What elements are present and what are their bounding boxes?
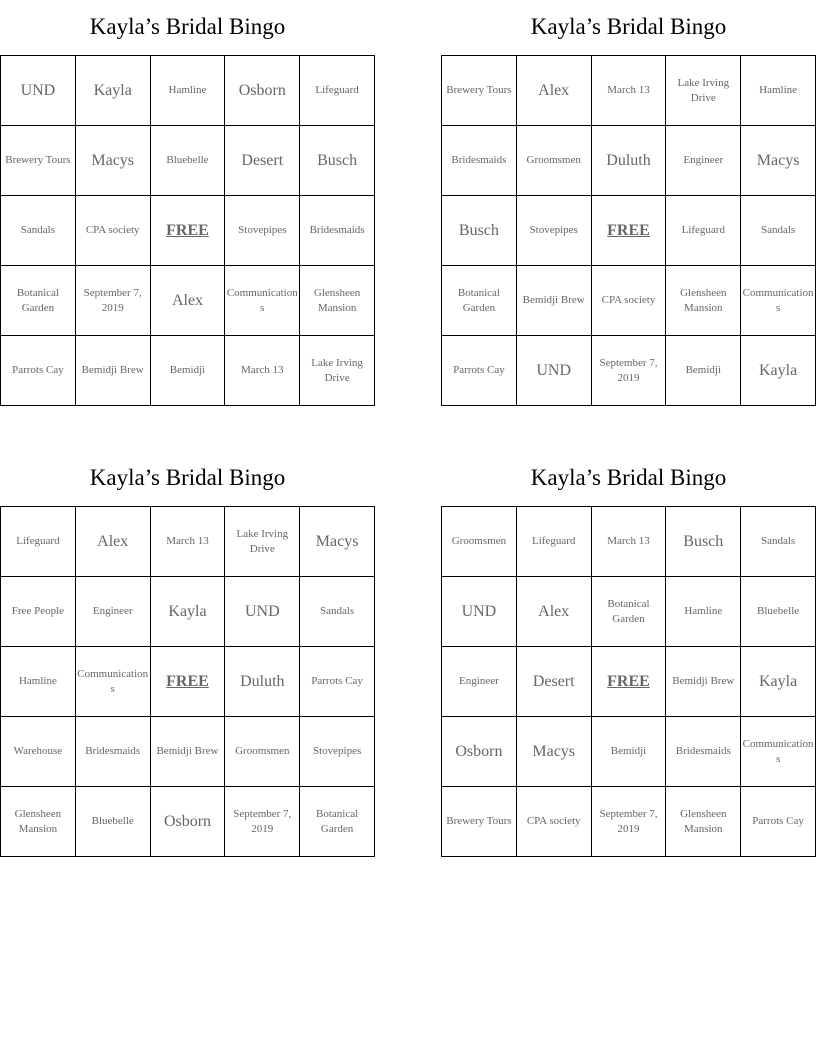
bingo-cell: Duluth xyxy=(225,647,300,717)
bingo-cell: Bemidji Brew xyxy=(76,336,151,406)
bingo-cell: Kayla xyxy=(741,647,816,717)
bingo-free-space: FREE xyxy=(151,647,226,717)
bingo-cell: March 13 xyxy=(592,56,667,126)
bingo-cell: Brewery Tours xyxy=(442,787,517,857)
bingo-cell: Alex xyxy=(517,56,592,126)
bingo-cell: Brewery Tours xyxy=(1,126,76,196)
bingo-cell: March 13 xyxy=(592,507,667,577)
bingo-cell: Busch xyxy=(442,196,517,266)
bingo-cell: Lake Irving Drive xyxy=(300,336,375,406)
bingo-free-space: FREE xyxy=(592,647,667,717)
bingo-grid xyxy=(0,506,375,857)
bingo-cell: Parrots Cay xyxy=(741,787,816,857)
bingo-cell: Botanical Garden xyxy=(1,266,76,336)
bingo-cell: September 7, 2019 xyxy=(76,266,151,336)
bingo-cell: Osborn xyxy=(225,56,300,126)
bingo-cell: Communications xyxy=(225,266,300,336)
bingo-cell: Alex xyxy=(76,507,151,577)
bingo-cell: Hamline xyxy=(741,56,816,126)
bingo-cell: Macys xyxy=(517,717,592,787)
bingo-cell: Free People xyxy=(1,577,76,647)
bingo-cell: UND xyxy=(225,577,300,647)
bingo-cell: Kayla xyxy=(151,577,226,647)
bingo-cell: Lake Irving Drive xyxy=(666,56,741,126)
bingo-cell: Bridesmaids xyxy=(300,196,375,266)
bingo-free-space: FREE xyxy=(151,196,226,266)
bingo-cell: Busch xyxy=(300,126,375,196)
bingo-cell: Sandals xyxy=(741,507,816,577)
bingo-cell: Hamline xyxy=(1,647,76,717)
bingo-cell: Botanical Garden xyxy=(442,266,517,336)
bingo-cell: Alex xyxy=(151,266,226,336)
bingo-cell: Stovepipes xyxy=(225,196,300,266)
bingo-cell: Communications xyxy=(741,717,816,787)
bingo-cell: Bemidji xyxy=(592,717,667,787)
bingo-cell: Glensheen Mansion xyxy=(666,266,741,336)
bingo-grid xyxy=(0,55,375,406)
bingo-cell: Stovepipes xyxy=(517,196,592,266)
bingo-cell: Sandals xyxy=(300,577,375,647)
card-title: Kayla’s Bridal Bingo xyxy=(89,465,286,490)
bingo-cell: Parrots Cay xyxy=(300,647,375,717)
bingo-cell: Communications xyxy=(741,266,816,336)
bingo-cell: UND xyxy=(1,56,76,126)
bingo-cell: Busch xyxy=(666,507,741,577)
bingo-cell: Groomsmen xyxy=(517,126,592,196)
card-title: Kayla’s Bridal Bingo xyxy=(89,14,286,39)
bingo-cell: Bemidji Brew xyxy=(666,647,741,717)
bingo-cell: Desert xyxy=(517,647,592,717)
bingo-cell: Osborn xyxy=(151,787,226,857)
bingo-cell: Glensheen Mansion xyxy=(300,266,375,336)
bingo-cell: Macys xyxy=(300,507,375,577)
bingo-cell: CPA society xyxy=(517,787,592,857)
bingo-cell: March 13 xyxy=(151,507,226,577)
bingo-cell: Sandals xyxy=(1,196,76,266)
bingo-cell: Sandals xyxy=(741,196,816,266)
bingo-cell: Lifeguard xyxy=(666,196,741,266)
bingo-cell: September 7, 2019 xyxy=(592,787,667,857)
bingo-free-space: FREE xyxy=(592,196,667,266)
bingo-cell: Botanical Garden xyxy=(592,577,667,647)
bingo-cell: Bridesmaids xyxy=(666,717,741,787)
bingo-cell: Parrots Cay xyxy=(442,336,517,406)
bingo-cell: Bridesmaids xyxy=(76,717,151,787)
bingo-cell: Lifeguard xyxy=(300,56,375,126)
bingo-cell: Osborn xyxy=(442,717,517,787)
bingo-cell: September 7, 2019 xyxy=(592,336,667,406)
bingo-grid xyxy=(441,506,816,857)
bingo-cell: UND xyxy=(442,577,517,647)
bingo-cell: UND xyxy=(517,336,592,406)
bingo-cell: Lake Irving Drive xyxy=(225,507,300,577)
bingo-cell: Kayla xyxy=(76,56,151,126)
bingo-cell: September 7, 2019 xyxy=(225,787,300,857)
bingo-cell: Macys xyxy=(76,126,151,196)
bingo-cell: Groomsmen xyxy=(442,507,517,577)
bingo-cell: Lifeguard xyxy=(1,507,76,577)
bingo-cell: CPA society xyxy=(76,196,151,266)
bingo-cell: Botanical Garden xyxy=(300,787,375,857)
bingo-cell: Macys xyxy=(741,126,816,196)
card-title: Kayla’s Bridal Bingo xyxy=(530,465,727,490)
bingo-cell: Duluth xyxy=(592,126,667,196)
bingo-grid xyxy=(441,55,816,406)
bingo-cell: Bluebelle xyxy=(151,126,226,196)
bingo-cell: CPA society xyxy=(592,266,667,336)
bingo-cell: Hamline xyxy=(666,577,741,647)
bingo-cell: Communications xyxy=(76,647,151,717)
bingo-cell: Kayla xyxy=(741,336,816,406)
bingo-cell: Bemidji xyxy=(666,336,741,406)
bingo-cell: Bluebelle xyxy=(76,787,151,857)
card-title: Kayla’s Bridal Bingo xyxy=(530,14,727,39)
bingo-cell: Stovepipes xyxy=(300,717,375,787)
bingo-cell: Bemidji Brew xyxy=(151,717,226,787)
bingo-cell: Groomsmen xyxy=(225,717,300,787)
bingo-cell: Alex xyxy=(517,577,592,647)
bingo-cell: Engineer xyxy=(442,647,517,717)
bingo-cell: Warehouse xyxy=(1,717,76,787)
bingo-cell: Glensheen Mansion xyxy=(1,787,76,857)
bingo-cell: Engineer xyxy=(76,577,151,647)
bingo-cell: Parrots Cay xyxy=(1,336,76,406)
bingo-cell: Bridesmaids xyxy=(442,126,517,196)
bingo-cell: Bluebelle xyxy=(741,577,816,647)
bingo-cell: Bemidji xyxy=(151,336,226,406)
bingo-cell: Engineer xyxy=(666,126,741,196)
bingo-cell: Desert xyxy=(225,126,300,196)
bingo-cell: Lifeguard xyxy=(517,507,592,577)
bingo-cell: Hamline xyxy=(151,56,226,126)
bingo-cell: Brewery Tours xyxy=(442,56,517,126)
bingo-cell: Glensheen Mansion xyxy=(666,787,741,857)
bingo-cell: March 13 xyxy=(225,336,300,406)
bingo-cell: Bemidji Brew xyxy=(517,266,592,336)
